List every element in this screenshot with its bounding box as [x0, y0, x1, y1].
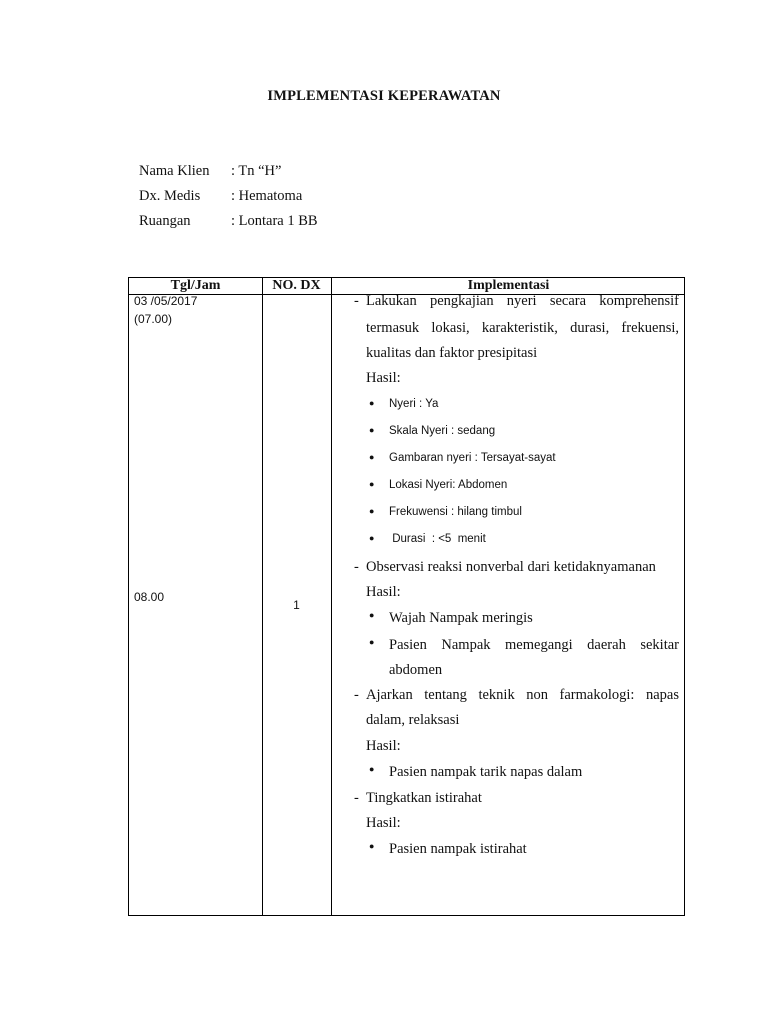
- column-divider: [262, 278, 263, 915]
- action-continuation: kualitas dan faktor presipitasi: [366, 345, 538, 361]
- header-date: Tgl/Jam: [170, 278, 221, 293]
- result-label: Hasil:: [366, 738, 401, 754]
- room-value: : Lontara 1 BB: [231, 213, 318, 229]
- result-continuation: abdomen: [389, 662, 443, 678]
- header-implementation: Implementasi: [467, 278, 550, 293]
- patient-name-label: Nama Klien: [139, 163, 210, 179]
- page-title: IMPLEMENTASI KEPERAWATAN: [267, 88, 501, 104]
- medical-diagnosis-label: Dx. Medis: [139, 188, 201, 204]
- room-label: Ruangan: [139, 213, 191, 229]
- patient-name-value: : Tn “H”: [231, 163, 282, 179]
- result-label: Hasil:: [366, 370, 401, 386]
- header-dx: NO. DX: [272, 278, 321, 293]
- result-label: Hasil:: [366, 584, 401, 600]
- date-cell: 03 /05/2017: [134, 294, 198, 308]
- implementation-table: Tgl/Jam NO. DX Implementasi 03 /05/2017 (07.00) 08.00 1 - Lakukan pengkajian nyeri secara komprehensif termasuk lokasi, karakteristik, durasi, frekuensi, kualitas dan faktor presipitasi Hasil: ● Nyeri : Ya ● Skala Nyeri : sedang ● Gambaran nyeri : Tersayat-sayat ● Lokasi Nyeri: Abdomen ● Frekuwensi : hilang timbul ● Durasi : <5 menit - Observasi reaksi nonverbal dari ketidaknyamanan Hasil: ● Wajah Nampak meringis ● Pasien Nampak memegangi daerah sekitar abdomen - Ajarkan tentang teknik non farmakologi: napas dalam, relaksasi Hasil: ● Pasien nampak tarik napas dalam - Tingkatkan istirahat Hasil: ● Pasien nampak istirahat: [128, 277, 685, 916]
- time-cell: 08.00: [134, 590, 165, 604]
- dx-number-cell: 1: [293, 598, 300, 612]
- column-divider: [331, 278, 332, 915]
- action-continuation: dalam, relaksasi: [366, 712, 460, 728]
- result-label: Hasil:: [366, 815, 401, 831]
- medical-diagnosis-value: : Hematoma: [231, 188, 303, 204]
- time-cell: (07.00): [134, 312, 173, 326]
